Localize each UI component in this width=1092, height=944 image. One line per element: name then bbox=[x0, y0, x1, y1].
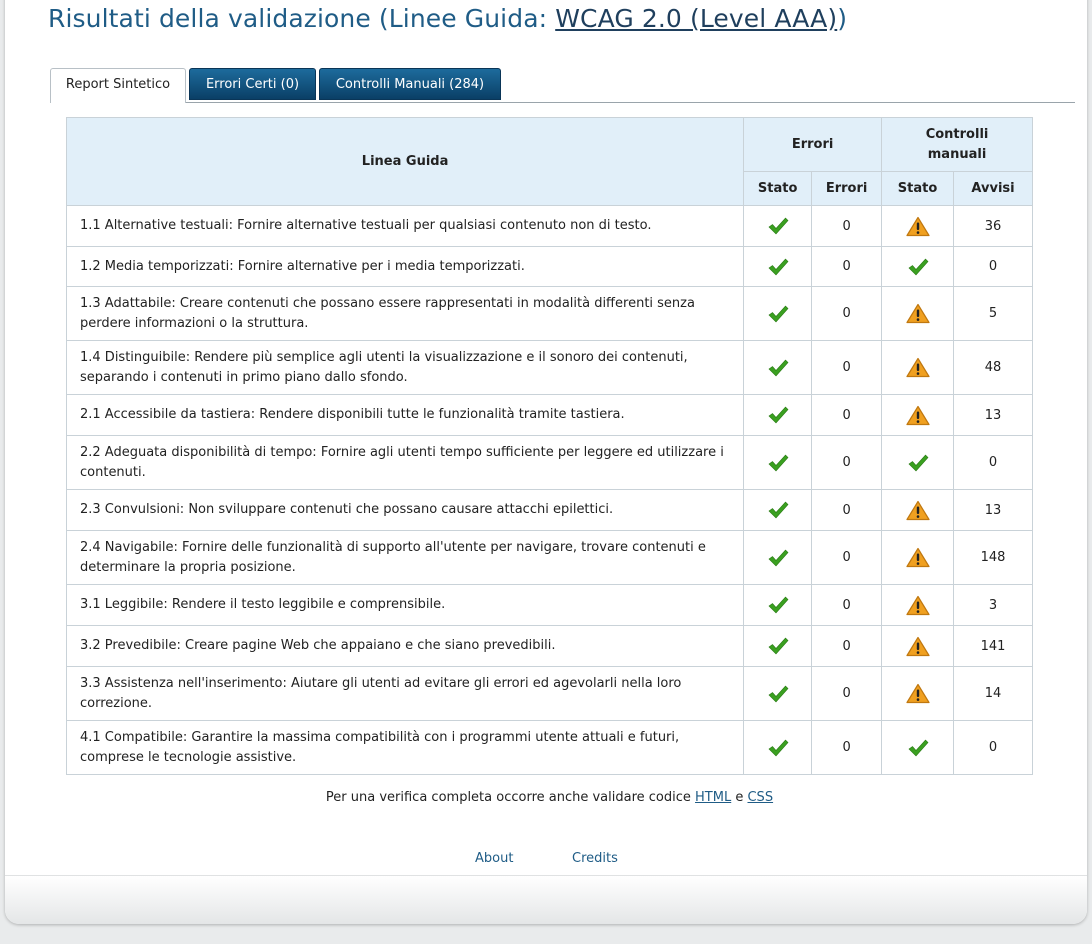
warning-icon bbox=[882, 341, 954, 395]
errors-count: 0 bbox=[812, 585, 882, 626]
guideline-text: 3.1 Leggibile: Rendere il testo leggibile e comprensibile. bbox=[67, 585, 744, 626]
guideline-text: 2.1 Accessibile da tastiera: Rendere disponibili tutte le funzionalità tramite tastiera. bbox=[67, 395, 744, 436]
page-title: Risultati della validazione (Linee Guida: WCAG 2.0 (Level AAA)) bbox=[48, 4, 848, 33]
table-row bbox=[67, 436, 1033, 490]
errors-count: 0 bbox=[812, 721, 882, 775]
warning-icon bbox=[882, 395, 954, 436]
guideline-link[interactable]: WCAG 2.0 (Level AAA) bbox=[555, 4, 838, 33]
results-table bbox=[66, 117, 1033, 775]
guideline-text: 2.3 Convulsioni: Non sviluppare contenuti che possano causare attacchi epilettici. bbox=[67, 490, 744, 531]
warnings-count: 3 bbox=[954, 585, 1033, 626]
warning-icon bbox=[882, 667, 954, 721]
table-row bbox=[67, 626, 1033, 667]
check-icon bbox=[744, 287, 812, 341]
header-linea-guida: Linea Guida bbox=[67, 118, 744, 206]
header-controlli-group: Controlli manuali bbox=[882, 118, 1033, 172]
check-icon bbox=[744, 531, 812, 585]
warnings-count: 5 bbox=[954, 287, 1033, 341]
table-row bbox=[67, 287, 1033, 341]
warning-icon bbox=[882, 585, 954, 626]
header-errori-group: Errori bbox=[744, 118, 882, 172]
errors-count: 0 bbox=[812, 341, 882, 395]
errors-count: 0 bbox=[812, 531, 882, 585]
errors-count: 0 bbox=[812, 626, 882, 667]
warning-icon bbox=[882, 490, 954, 531]
warnings-count: 13 bbox=[954, 395, 1033, 436]
errors-count: 0 bbox=[812, 395, 882, 436]
errors-count: 0 bbox=[812, 247, 882, 287]
check-icon bbox=[882, 247, 954, 287]
errors-count: 0 bbox=[812, 436, 882, 490]
table-row bbox=[67, 395, 1033, 436]
check-icon bbox=[882, 436, 954, 490]
page bbox=[5, 0, 1087, 924]
guideline-text: 2.2 Adeguata disponibilità di tempo: Fornire agli utenti tempo sufficiente per leggere ed utilizzare i contenuti. bbox=[67, 436, 744, 490]
check-icon bbox=[744, 626, 812, 667]
table-row bbox=[67, 667, 1033, 721]
check-icon bbox=[744, 206, 812, 247]
warnings-count: 36 bbox=[954, 206, 1033, 247]
header-stato-controlli: Stato bbox=[882, 172, 954, 206]
check-icon bbox=[744, 721, 812, 775]
check-icon bbox=[882, 721, 954, 775]
check-icon bbox=[744, 395, 812, 436]
guideline-text: 2.4 Navigabile: Fornire delle funzionalità di supporto all'utente per navigare, trovare contenuti e determinare la propria posizione. bbox=[67, 531, 744, 585]
check-icon bbox=[744, 490, 812, 531]
table-row bbox=[67, 341, 1033, 395]
html-link[interactable]: HTML bbox=[695, 790, 732, 805]
table-row bbox=[67, 721, 1033, 775]
warnings-count: 48 bbox=[954, 341, 1033, 395]
warnings-count: 141 bbox=[954, 626, 1033, 667]
guideline-text: 1.3 Adattabile: Creare contenuti che possano essere rappresentati in modalità differenti senza perdere informazioni o la struttura. bbox=[67, 287, 744, 341]
tab-errori-certi[interactable]: Errori Certi (0) bbox=[189, 68, 316, 100]
warnings-count: 0 bbox=[954, 247, 1033, 287]
warning-icon bbox=[882, 626, 954, 667]
guideline-text: 1.2 Media temporizzati: Fornire alternative per i media temporizzati. bbox=[67, 247, 744, 287]
tab-report-sintetico[interactable]: Report Sintetico bbox=[50, 68, 186, 103]
table-row bbox=[67, 490, 1033, 531]
warning-icon bbox=[882, 531, 954, 585]
footer-credits-link[interactable]: Credits bbox=[572, 851, 618, 866]
check-icon bbox=[744, 341, 812, 395]
table-row bbox=[67, 585, 1033, 626]
header-avvisi: Avvisi bbox=[954, 172, 1033, 206]
table-row bbox=[67, 531, 1033, 585]
warning-icon bbox=[882, 206, 954, 247]
header-errori: Errori bbox=[812, 172, 882, 206]
footer-about-link[interactable]: About bbox=[475, 851, 514, 866]
warnings-count: 148 bbox=[954, 531, 1033, 585]
check-icon bbox=[744, 247, 812, 287]
warning-icon bbox=[882, 287, 954, 341]
warnings-count: 0 bbox=[954, 436, 1033, 490]
check-icon bbox=[744, 436, 812, 490]
warnings-count: 0 bbox=[954, 721, 1033, 775]
tab-bar bbox=[50, 68, 1075, 103]
guideline-text: 1.4 Distinguibile: Rendere più semplice agli utenti la visualizzazione e il sonoro dei contenuti, separando i contenuti in primo piano dallo sfondo. bbox=[67, 341, 744, 395]
tab-controlli-manuali[interactable]: Controlli Manuali (284) bbox=[319, 68, 501, 100]
errors-count: 0 bbox=[812, 490, 882, 531]
header-stato-errori: Stato bbox=[744, 172, 812, 206]
warnings-count: 13 bbox=[954, 490, 1033, 531]
errors-count: 0 bbox=[812, 206, 882, 247]
warnings-count: 14 bbox=[954, 667, 1033, 721]
guideline-text: 4.1 Compatibile: Garantire la massima compatibilità con i programmi utente attuali e futuri, comprese le tecnologie assistive. bbox=[67, 721, 744, 775]
errors-count: 0 bbox=[812, 667, 882, 721]
check-icon bbox=[744, 585, 812, 626]
guideline-text: 3.2 Prevedibile: Creare pagine Web che appaiano e che siano prevedibili. bbox=[67, 626, 744, 667]
table-row bbox=[67, 206, 1033, 247]
table-row bbox=[67, 247, 1033, 287]
errors-count: 0 bbox=[812, 287, 882, 341]
validation-note: Per una verifica completa occorre anche validare codice HTML e CSS bbox=[325, 790, 774, 805]
guideline-text: 3.3 Assistenza nell'inserimento: Aiutare gli utenti ad evitare gli errori ed agevolarli nella loro correzione. bbox=[67, 667, 744, 721]
check-icon bbox=[744, 667, 812, 721]
guideline-text: 1.1 Alternative testuali: Fornire alternative testuali per qualsiasi contenuto non di testo. bbox=[67, 206, 744, 247]
css-link[interactable]: CSS bbox=[747, 790, 774, 805]
